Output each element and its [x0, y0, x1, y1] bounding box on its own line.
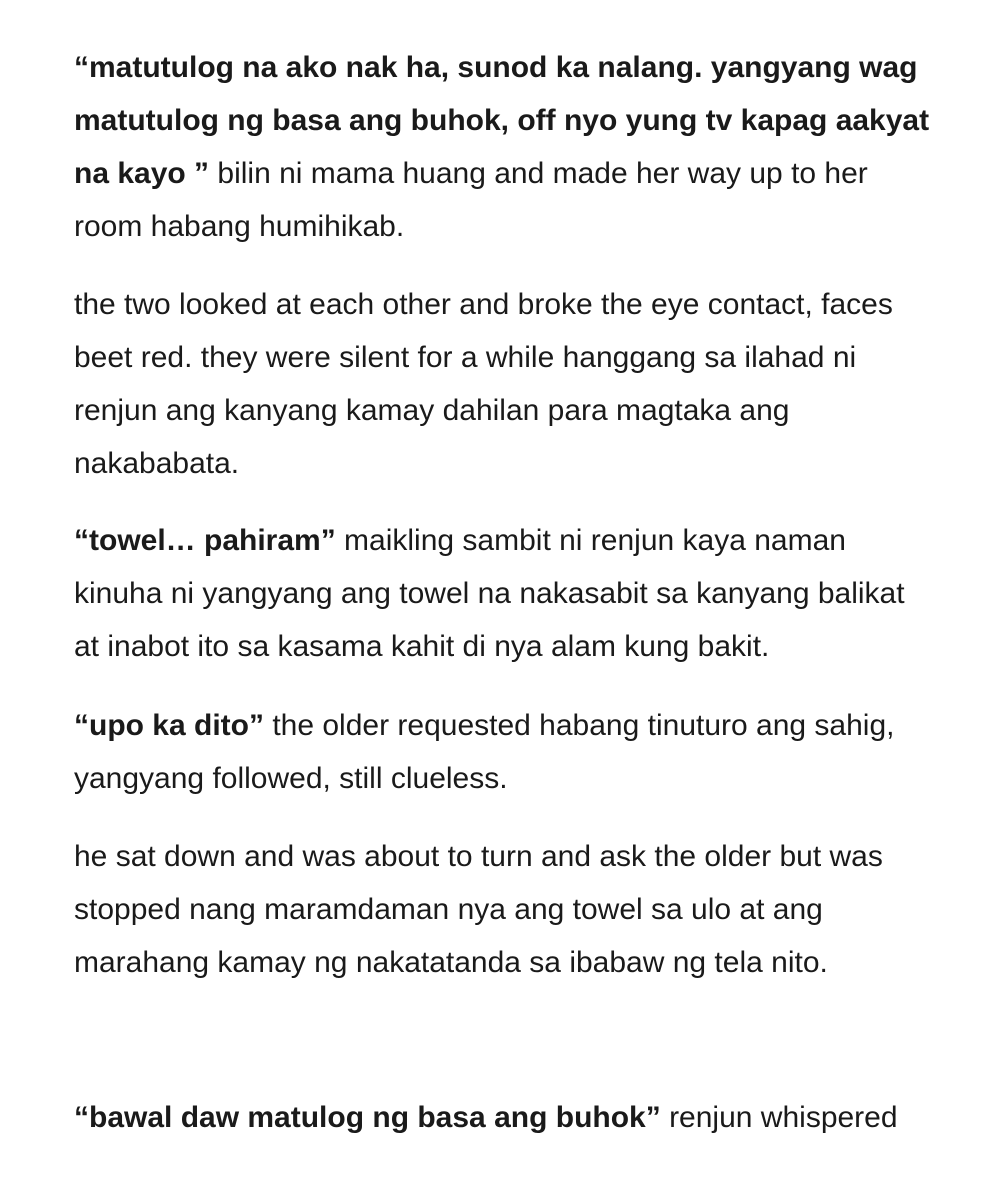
dialogue-quote: “upo ka dito” [74, 709, 264, 742]
paragraph-5 [74, 830, 934, 989]
paragraph-4 [74, 699, 934, 805]
dialogue-quote: “matutulog na ako nak ha, sunod ka nalang. yangyang wag matutulog ng basa ang buhok, off nyo yung tv kapag aakyat na kayo ” [74, 51, 930, 190]
narration-text: maikling sambit ni renjun kaya naman kinuha ni yangyang ang towel na nakasabit sa kanyang balikat at inabot ito sa kasama kahit di nya alam kung bakit. [74, 524, 905, 663]
dialogue-quote: “bawal daw matulog ng basa ang buhok” [74, 1101, 661, 1134]
narration-text: he sat down and was about to turn and ask the older but was stopped nang maramdaman nya ang towel sa ulo at ang marahang kamay ng nakatatanda sa ibabaw ng tela nito. [74, 840, 883, 979]
narration-text: bilin ni mama huang and made her way up to her room habang humihikab. [74, 157, 868, 243]
paragraph-2 [74, 278, 934, 490]
paragraph-1 [74, 41, 934, 253]
narration-text: the two looked at each other and broke the eye contact, faces beet red. they were silent for a while hanggang sa ilahad ni renjun ang kanyang kamay dahilan para magtaka ang nakababata. [74, 288, 893, 480]
dialogue-quote: “towel… pahiram” [74, 524, 336, 557]
paragraph-6 [74, 1091, 934, 1144]
paragraph-3 [74, 514, 934, 673]
narration-text: the older requested habang tinuturo ang sahig, yangyang followed, still clueless. [74, 709, 895, 795]
narration-text: renjun whispered [660, 1101, 898, 1134]
